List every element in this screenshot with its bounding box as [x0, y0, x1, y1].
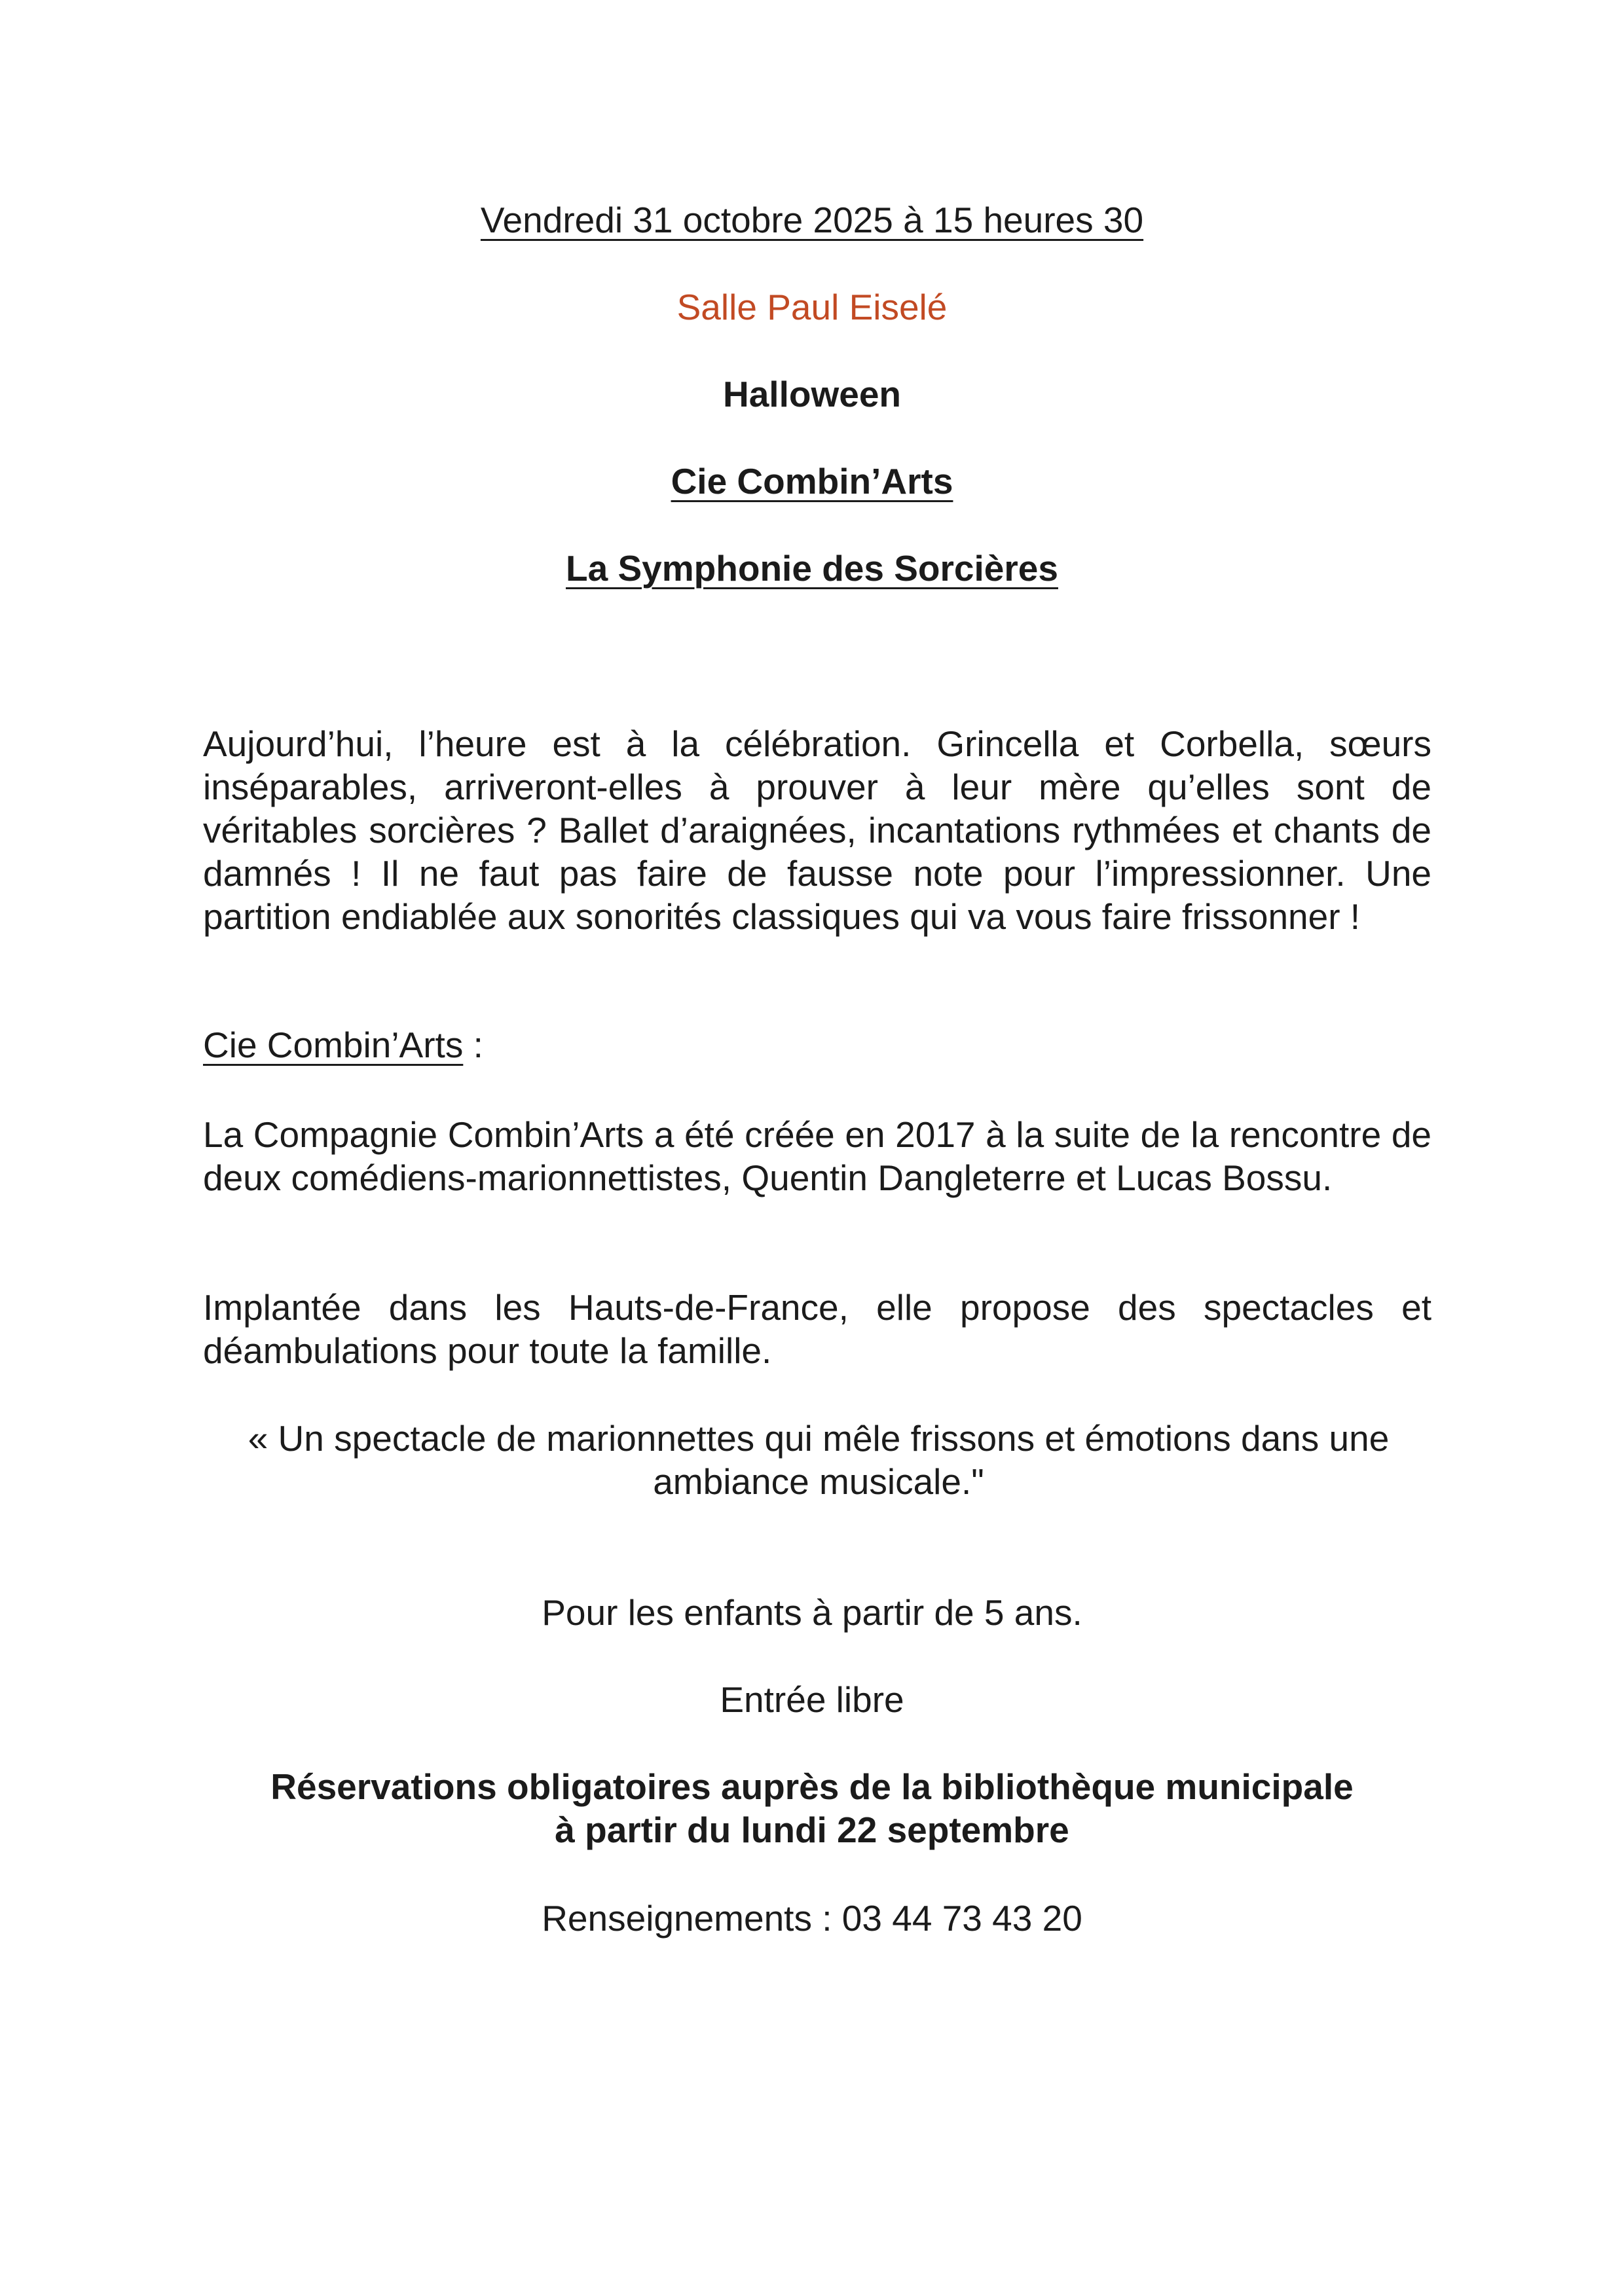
entry-info: Entrée libre — [720, 1679, 904, 1720]
synopsis-paragraph: Aujourd’hui, l’heure est à la célébration. Grincella et Corbella, sœurs inséparables, arriveront-elles à prouver à leur mère qu’elles sont de véritables sorcières ? Ballet d’araignées, incantations rythmées et chants de damnés ! Il ne faut pas faire de fausse note pour l’impressionner. Une partition endiablée aux sonorités classiques qui va vous faire frissonner ! — [203, 723, 1431, 937]
reservation-line-2: à partir du lundi 22 septembre — [555, 1810, 1069, 1850]
company-label-suffix: : — [463, 1025, 483, 1065]
show-quote: « Un spectacle de marionnettes qui mêle frissons et émotions dans une ambiance musicale." — [248, 1418, 1390, 1502]
company-heading-line — [0, 460, 1624, 503]
show-title-line — [0, 547, 1624, 590]
event-date-line — [0, 198, 1624, 242]
show-title: La Symphonie des Sorcières — [566, 548, 1058, 589]
event-date: Vendredi 31 octobre 2025 à 15 heures 30 — [480, 200, 1144, 240]
company-label: Cie Combin’Arts — [203, 1025, 464, 1065]
company-paragraph-history: La Compagnie Combin’Arts a été créée en 2017 à la suite de la rencontre de deux comédiens-marionnettistes, Quentin Dangleterre et Lucas Bossu. — [203, 1114, 1431, 1198]
contact-info: Renseignements : 03 44 73 43 20 — [542, 1898, 1082, 1939]
venue-name: Salle Paul Eiselé — [676, 287, 948, 327]
event-name: Halloween — [722, 374, 902, 414]
company-section-label — [203, 1023, 483, 1066]
reservation-line-1: Réservations obligatoires auprès de la bibliothèque municipale — [270, 1766, 1354, 1807]
company-paragraph-location: Implantée dans les Hauts-de-France, elle propose des spectacles et déambulations pour toute la famille. — [203, 1287, 1431, 1371]
age-info: Pour les enfants à partir de 5 ans. — [542, 1592, 1082, 1633]
company-heading: Cie Combin’Arts — [671, 461, 953, 501]
